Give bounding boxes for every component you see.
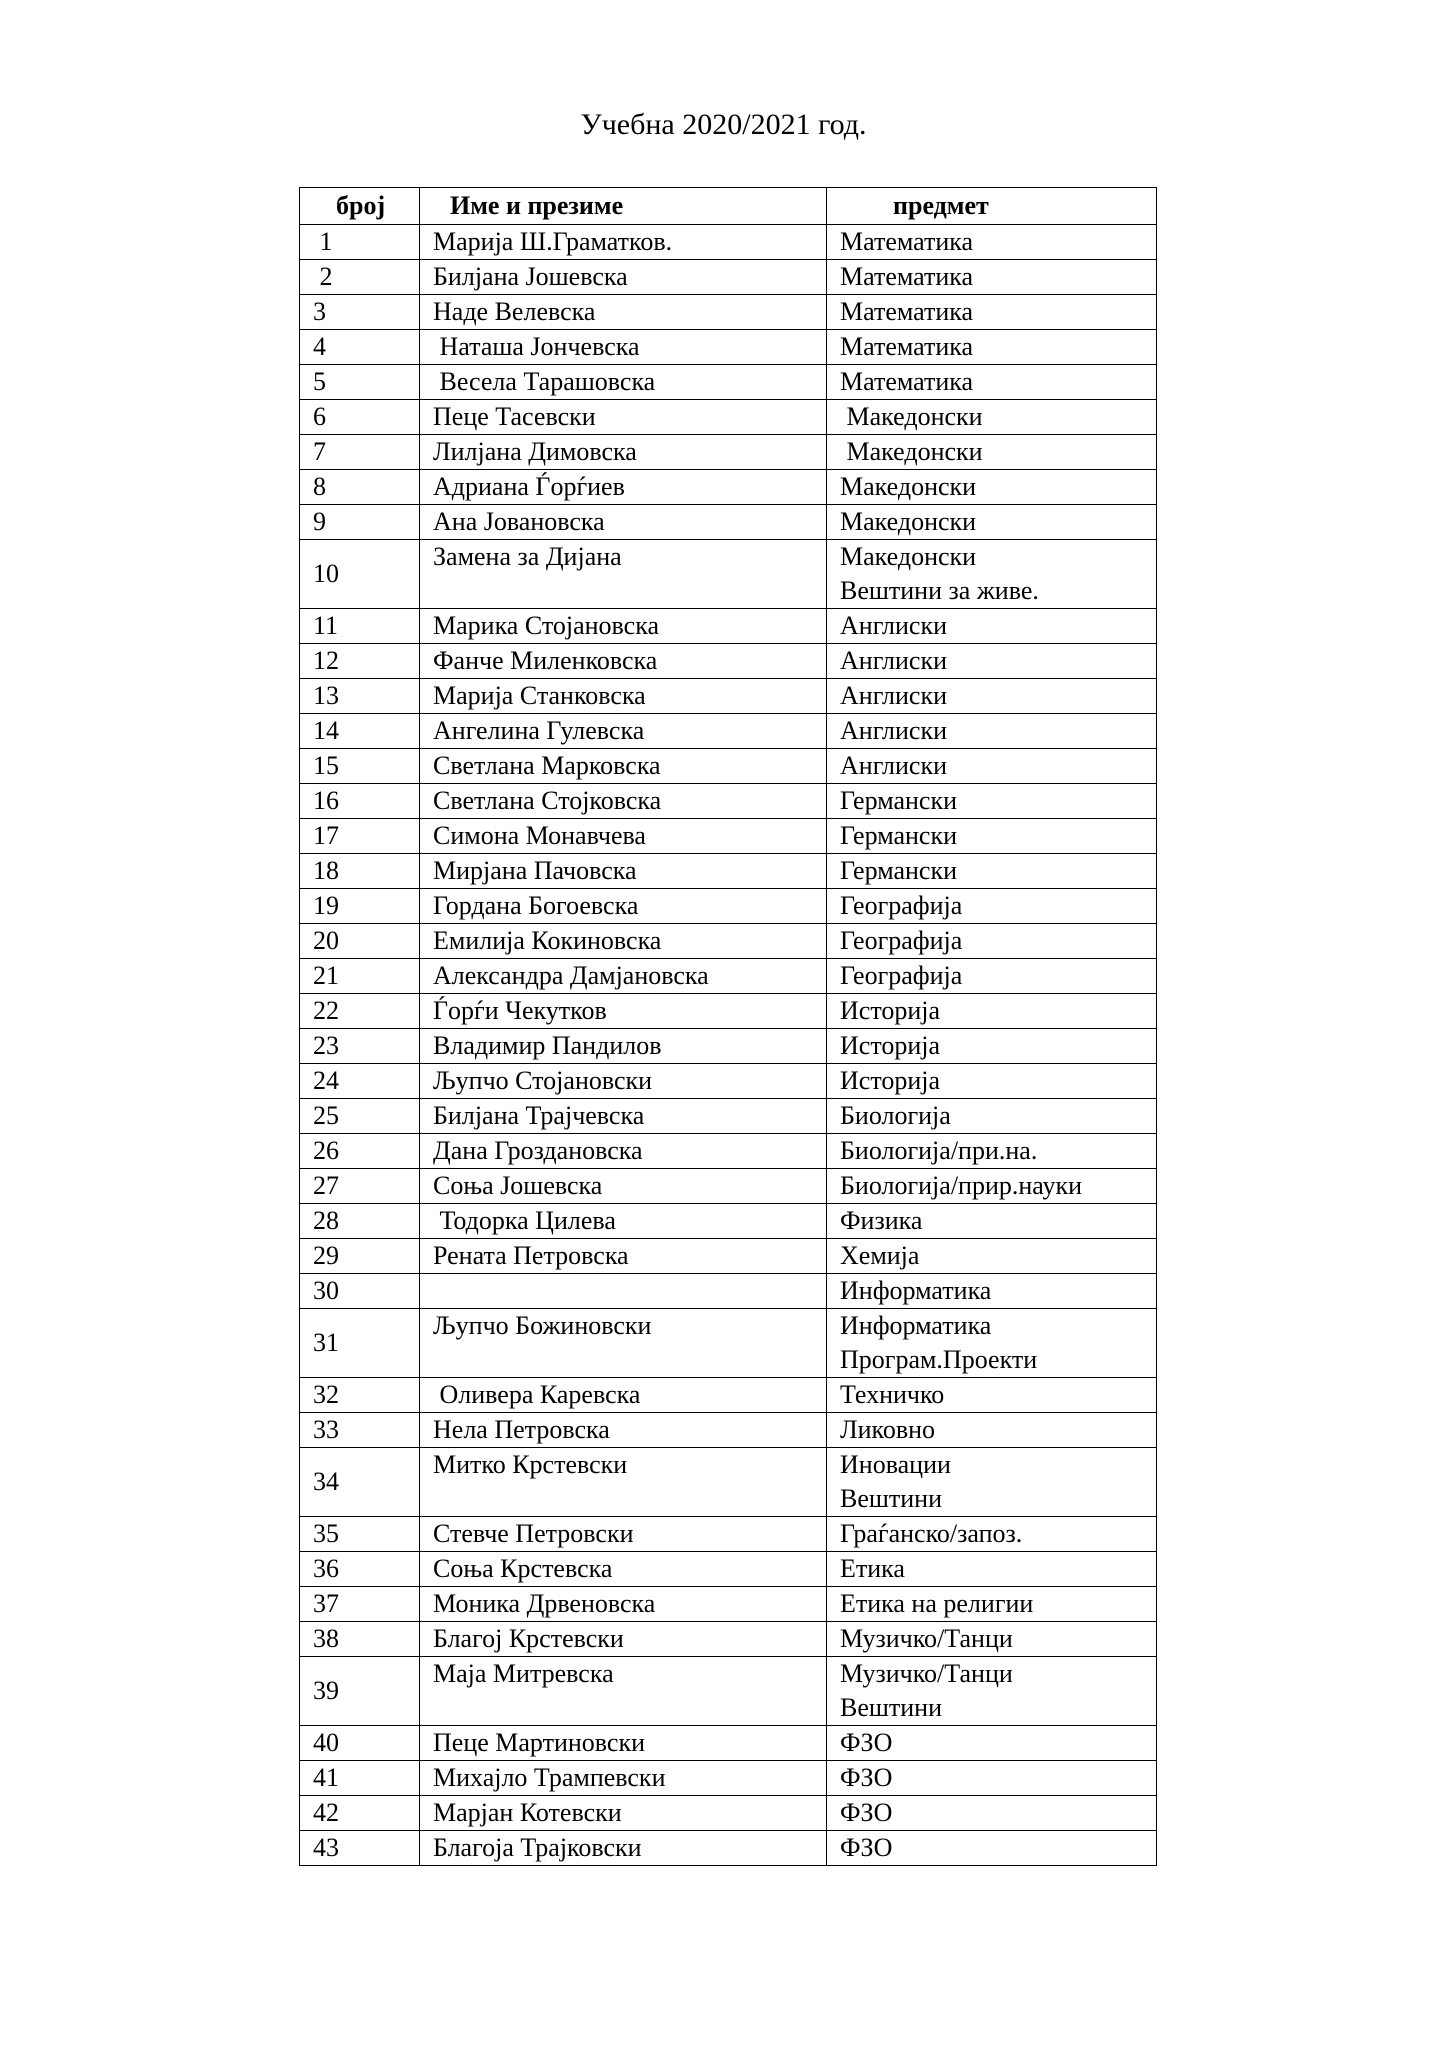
row-number: 21: [300, 959, 420, 994]
teacher-name: Замена за Дијана: [420, 540, 827, 609]
teacher-name: [420, 1274, 827, 1309]
subject-line: Македонски: [840, 542, 977, 571]
teacher-name: Мирјана Пачовска: [420, 854, 827, 889]
subject-cell: [827, 1726, 1157, 1761]
subject-line: Хемија: [840, 1241, 920, 1270]
table-row: [300, 714, 1157, 749]
table-row: [300, 1134, 1157, 1169]
row-number: 22: [300, 994, 420, 1029]
teacher-name: Пеце Тасевски: [420, 400, 827, 435]
subject-cell: [827, 1169, 1157, 1204]
row-number: 38: [300, 1622, 420, 1657]
teacher-name: Симона Монавчева: [420, 819, 827, 854]
table-row: [300, 679, 1157, 714]
teacher-name: Благоја Трајковски: [420, 1831, 827, 1866]
row-number: 39: [300, 1657, 420, 1726]
subject-line: ФЗО: [840, 1798, 893, 1827]
subject-line: ФЗО: [840, 1833, 893, 1862]
row-number: 41: [300, 1761, 420, 1796]
teacher-name: Љупчо Стојановски: [420, 1064, 827, 1099]
subject-cell: [827, 1064, 1157, 1099]
row-number: 36: [300, 1552, 420, 1587]
teacher-name: Фанче Миленковска: [420, 644, 827, 679]
subject-line: Историја: [840, 1031, 941, 1060]
subject-cell: [827, 1448, 1157, 1517]
subject-line: Географија: [840, 961, 963, 990]
subject-cell: [827, 749, 1157, 784]
subject-line: Музичко/Танци: [840, 1659, 1013, 1688]
row-number: 31: [300, 1309, 420, 1378]
subject-line: Техничко: [840, 1380, 945, 1409]
table-row: [300, 1413, 1157, 1448]
subject-line: Етика: [840, 1554, 905, 1583]
table-body: [300, 225, 1157, 1866]
table-row: [300, 1726, 1157, 1761]
subject-cell: [827, 1378, 1157, 1413]
row-number: 13: [300, 679, 420, 714]
teacher-name: Лилјана Димовска: [420, 435, 827, 470]
teacher-name: Ана Јовановска: [420, 505, 827, 540]
subject-line: Македонски: [840, 507, 977, 536]
subject-line: Математика: [840, 297, 974, 326]
table-row: [300, 1796, 1157, 1831]
teacher-name: Гордана Богоевска: [420, 889, 827, 924]
table-row: [300, 1204, 1157, 1239]
subject-line: Географија: [840, 891, 963, 920]
table-row: [300, 260, 1157, 295]
subject-cell: [827, 260, 1157, 295]
row-number: 20: [300, 924, 420, 959]
row-number: 10: [300, 540, 420, 609]
table-row: [300, 1239, 1157, 1274]
subject-cell: [827, 1134, 1157, 1169]
row-number: 37: [300, 1587, 420, 1622]
table-row: [300, 1029, 1157, 1064]
subject-line: Информатика: [840, 1311, 992, 1340]
table-row: [300, 400, 1157, 435]
table-row: [300, 1274, 1157, 1309]
subject-line: Математика: [840, 262, 974, 291]
teacher-name: Стевче Петровски: [420, 1517, 827, 1552]
row-number: 8: [300, 470, 420, 505]
table-row: [300, 889, 1157, 924]
teacher-name: Митко Крстевски: [420, 1448, 827, 1517]
row-number: 25: [300, 1099, 420, 1134]
teacher-name: Благој Крстевски: [420, 1622, 827, 1657]
subject-cell: [827, 854, 1157, 889]
subject-line: Математика: [840, 332, 974, 361]
table-row: [300, 295, 1157, 330]
table-row: [300, 1622, 1157, 1657]
table-row: [300, 1309, 1157, 1378]
teacher-name: Соња Крстевска: [420, 1552, 827, 1587]
subject-line: Англиски: [840, 611, 948, 640]
header-name: Име и презиме: [420, 188, 827, 225]
teacher-name: Љупчо Божиновски: [420, 1309, 827, 1378]
subject-line: Вештини: [840, 1484, 943, 1513]
subject-cell: [827, 470, 1157, 505]
subject-cell: [827, 679, 1157, 714]
row-number: 30: [300, 1274, 420, 1309]
row-number: 19: [300, 889, 420, 924]
teacher-name: Весела Тарашовска: [420, 365, 827, 400]
row-number: 35: [300, 1517, 420, 1552]
teacher-name: Ангелина Гулевска: [420, 714, 827, 749]
subject-cell: [827, 1309, 1157, 1378]
table-row: [300, 225, 1157, 260]
teacher-name: Наташа Јончевска: [420, 330, 827, 365]
subject-line: Географија: [840, 926, 963, 955]
table-row: [300, 330, 1157, 365]
subject-line: Историја: [840, 996, 941, 1025]
subject-cell: [827, 1622, 1157, 1657]
subject-cell: [827, 1029, 1157, 1064]
table-row: [300, 505, 1157, 540]
subject-line: Македонски: [840, 437, 983, 466]
teacher-name: Марија Ш.Граматков.: [420, 225, 827, 260]
subject-cell: [827, 1831, 1157, 1866]
subject-cell: [827, 505, 1157, 540]
subject-line: Биологија/при.на.: [840, 1136, 1038, 1165]
subject-line: Биологија/прир.науки: [840, 1171, 1083, 1200]
subject-line: Етика на религии: [840, 1589, 1034, 1618]
teacher-name: Светлана Стојковска: [420, 784, 827, 819]
teacher-name: Билјана Јошевска: [420, 260, 827, 295]
row-number: 1: [300, 225, 420, 260]
subject-cell: [827, 540, 1157, 609]
row-number: 23: [300, 1029, 420, 1064]
table-row: [300, 1448, 1157, 1517]
table-row: [300, 1378, 1157, 1413]
table-header-row: [300, 188, 1157, 225]
table-row: [300, 540, 1157, 609]
table-row: [300, 1517, 1157, 1552]
teacher-name: Дана Гроздановска: [420, 1134, 827, 1169]
subject-line: Вештини: [840, 1693, 943, 1722]
subject-cell: [827, 400, 1157, 435]
teacher-name: Тодорка Цилева: [420, 1204, 827, 1239]
table-row: [300, 1552, 1157, 1587]
subject-line: Математика: [840, 227, 974, 256]
subject-cell: [827, 1274, 1157, 1309]
subject-cell: [827, 1587, 1157, 1622]
row-number: 9: [300, 505, 420, 540]
subject-line: Германски: [840, 786, 958, 815]
subject-cell: [827, 435, 1157, 470]
subject-cell: [827, 330, 1157, 365]
row-number: 43: [300, 1831, 420, 1866]
row-number: 3: [300, 295, 420, 330]
teacher-name: Емилија Кокиновска: [420, 924, 827, 959]
table-row: [300, 1099, 1157, 1134]
subject-line: Информатика: [840, 1276, 992, 1305]
teacher-name: Александра Дамјановска: [420, 959, 827, 994]
row-number: 12: [300, 644, 420, 679]
page-title: Учебна 2020/2021 год.: [580, 108, 867, 141]
subject-line: Македонски: [840, 472, 977, 501]
subject-line: ФЗО: [840, 1728, 893, 1757]
row-number: 17: [300, 819, 420, 854]
table-row: [300, 819, 1157, 854]
subject-line: Физика: [840, 1206, 923, 1235]
subject-line: Македонски: [840, 402, 983, 431]
table-row: [300, 854, 1157, 889]
row-number: 40: [300, 1726, 420, 1761]
teacher-name: Адриана Ѓорѓиев: [420, 470, 827, 505]
row-number: 18: [300, 854, 420, 889]
table-row: [300, 470, 1157, 505]
row-number: 15: [300, 749, 420, 784]
table-row: [300, 959, 1157, 994]
subject-line: Историја: [840, 1066, 941, 1095]
subject-cell: [827, 889, 1157, 924]
table-row: [300, 435, 1157, 470]
subject-line: Германски: [840, 856, 958, 885]
table-row: [300, 994, 1157, 1029]
subject-cell: [827, 1761, 1157, 1796]
row-number: 32: [300, 1378, 420, 1413]
subject-cell: [827, 1413, 1157, 1448]
header-subject: предмет: [827, 188, 1157, 225]
row-number: 26: [300, 1134, 420, 1169]
teacher-name: Владимир Пандилов: [420, 1029, 827, 1064]
row-number: 16: [300, 784, 420, 819]
subject-cell: [827, 784, 1157, 819]
teacher-name: Светлана Марковска: [420, 749, 827, 784]
subject-line: Музичко/Танци: [840, 1624, 1013, 1653]
teacher-name: Рената Петровска: [420, 1239, 827, 1274]
subject-line: Англиски: [840, 681, 948, 710]
table-row: [300, 1761, 1157, 1796]
table-row: [300, 609, 1157, 644]
row-number: 27: [300, 1169, 420, 1204]
subject-line: Биологија: [840, 1101, 951, 1130]
teacher-name: Маја Митревска: [420, 1657, 827, 1726]
table-row: [300, 1831, 1157, 1866]
teacher-name: Марика Стојановска: [420, 609, 827, 644]
table-row: [300, 924, 1157, 959]
subject-cell: [827, 924, 1157, 959]
table-row: [300, 784, 1157, 819]
teacher-name: Пеце Мартиновски: [420, 1726, 827, 1761]
row-number: 29: [300, 1239, 420, 1274]
subject-cell: [827, 295, 1157, 330]
teacher-name: Нела Петровска: [420, 1413, 827, 1448]
subject-cell: [827, 609, 1157, 644]
teacher-name: Билјана Трајчевска: [420, 1099, 827, 1134]
row-number: 34: [300, 1448, 420, 1517]
subject-cell: [827, 1552, 1157, 1587]
subject-line: ФЗО: [840, 1763, 893, 1792]
subject-cell: [827, 1099, 1157, 1134]
row-number: 2: [300, 260, 420, 295]
teacher-name: Ѓорѓи Чекутков: [420, 994, 827, 1029]
subject-cell: [827, 1796, 1157, 1831]
subject-line: Граѓанско/запоз.: [840, 1519, 1023, 1548]
teacher-name: Оливера Каревска: [420, 1378, 827, 1413]
subject-cell: [827, 1517, 1157, 1552]
subject-line: Англиски: [840, 716, 948, 745]
subject-line: Иновации: [840, 1450, 951, 1479]
row-number: 6: [300, 400, 420, 435]
subject-line: Ликовно: [840, 1415, 936, 1444]
table-row: [300, 365, 1157, 400]
table-row: [300, 644, 1157, 679]
subject-cell: [827, 1239, 1157, 1274]
subject-cell: [827, 994, 1157, 1029]
row-number: 28: [300, 1204, 420, 1239]
header-number: број: [300, 188, 420, 225]
row-number: 14: [300, 714, 420, 749]
teacher-name: Соња Јошевска: [420, 1169, 827, 1204]
table-row: [300, 1657, 1157, 1726]
table-row: [300, 1587, 1157, 1622]
subject-line: Англиски: [840, 646, 948, 675]
subject-cell: [827, 819, 1157, 854]
staff-table: [299, 187, 1157, 1866]
subject-line: Програм.Проекти: [840, 1345, 1038, 1374]
subject-cell: [827, 1204, 1157, 1239]
row-number: 11: [300, 609, 420, 644]
subject-cell: [827, 714, 1157, 749]
row-number: 5: [300, 365, 420, 400]
row-number: 33: [300, 1413, 420, 1448]
subject-cell: [827, 959, 1157, 994]
row-number: 7: [300, 435, 420, 470]
subject-line: Англиски: [840, 751, 948, 780]
teacher-name: Михајло Трампевски: [420, 1761, 827, 1796]
subject-cell: [827, 365, 1157, 400]
table-row: [300, 1169, 1157, 1204]
subject-line: Математика: [840, 367, 974, 396]
teacher-name: Наде Велевска: [420, 295, 827, 330]
table-row: [300, 1064, 1157, 1099]
table-row: [300, 749, 1157, 784]
teacher-name: Марјан Котевски: [420, 1796, 827, 1831]
row-number: 4: [300, 330, 420, 365]
teacher-name: Моника Дрвеновска: [420, 1587, 827, 1622]
row-number: 24: [300, 1064, 420, 1099]
subject-cell: [827, 225, 1157, 260]
subject-cell: [827, 644, 1157, 679]
row-number: 42: [300, 1796, 420, 1831]
subject-line: Вештини за живе.: [840, 576, 1039, 605]
teacher-name: Марија Станковска: [420, 679, 827, 714]
subject-line: Германски: [840, 821, 958, 850]
subject-cell: [827, 1657, 1157, 1726]
